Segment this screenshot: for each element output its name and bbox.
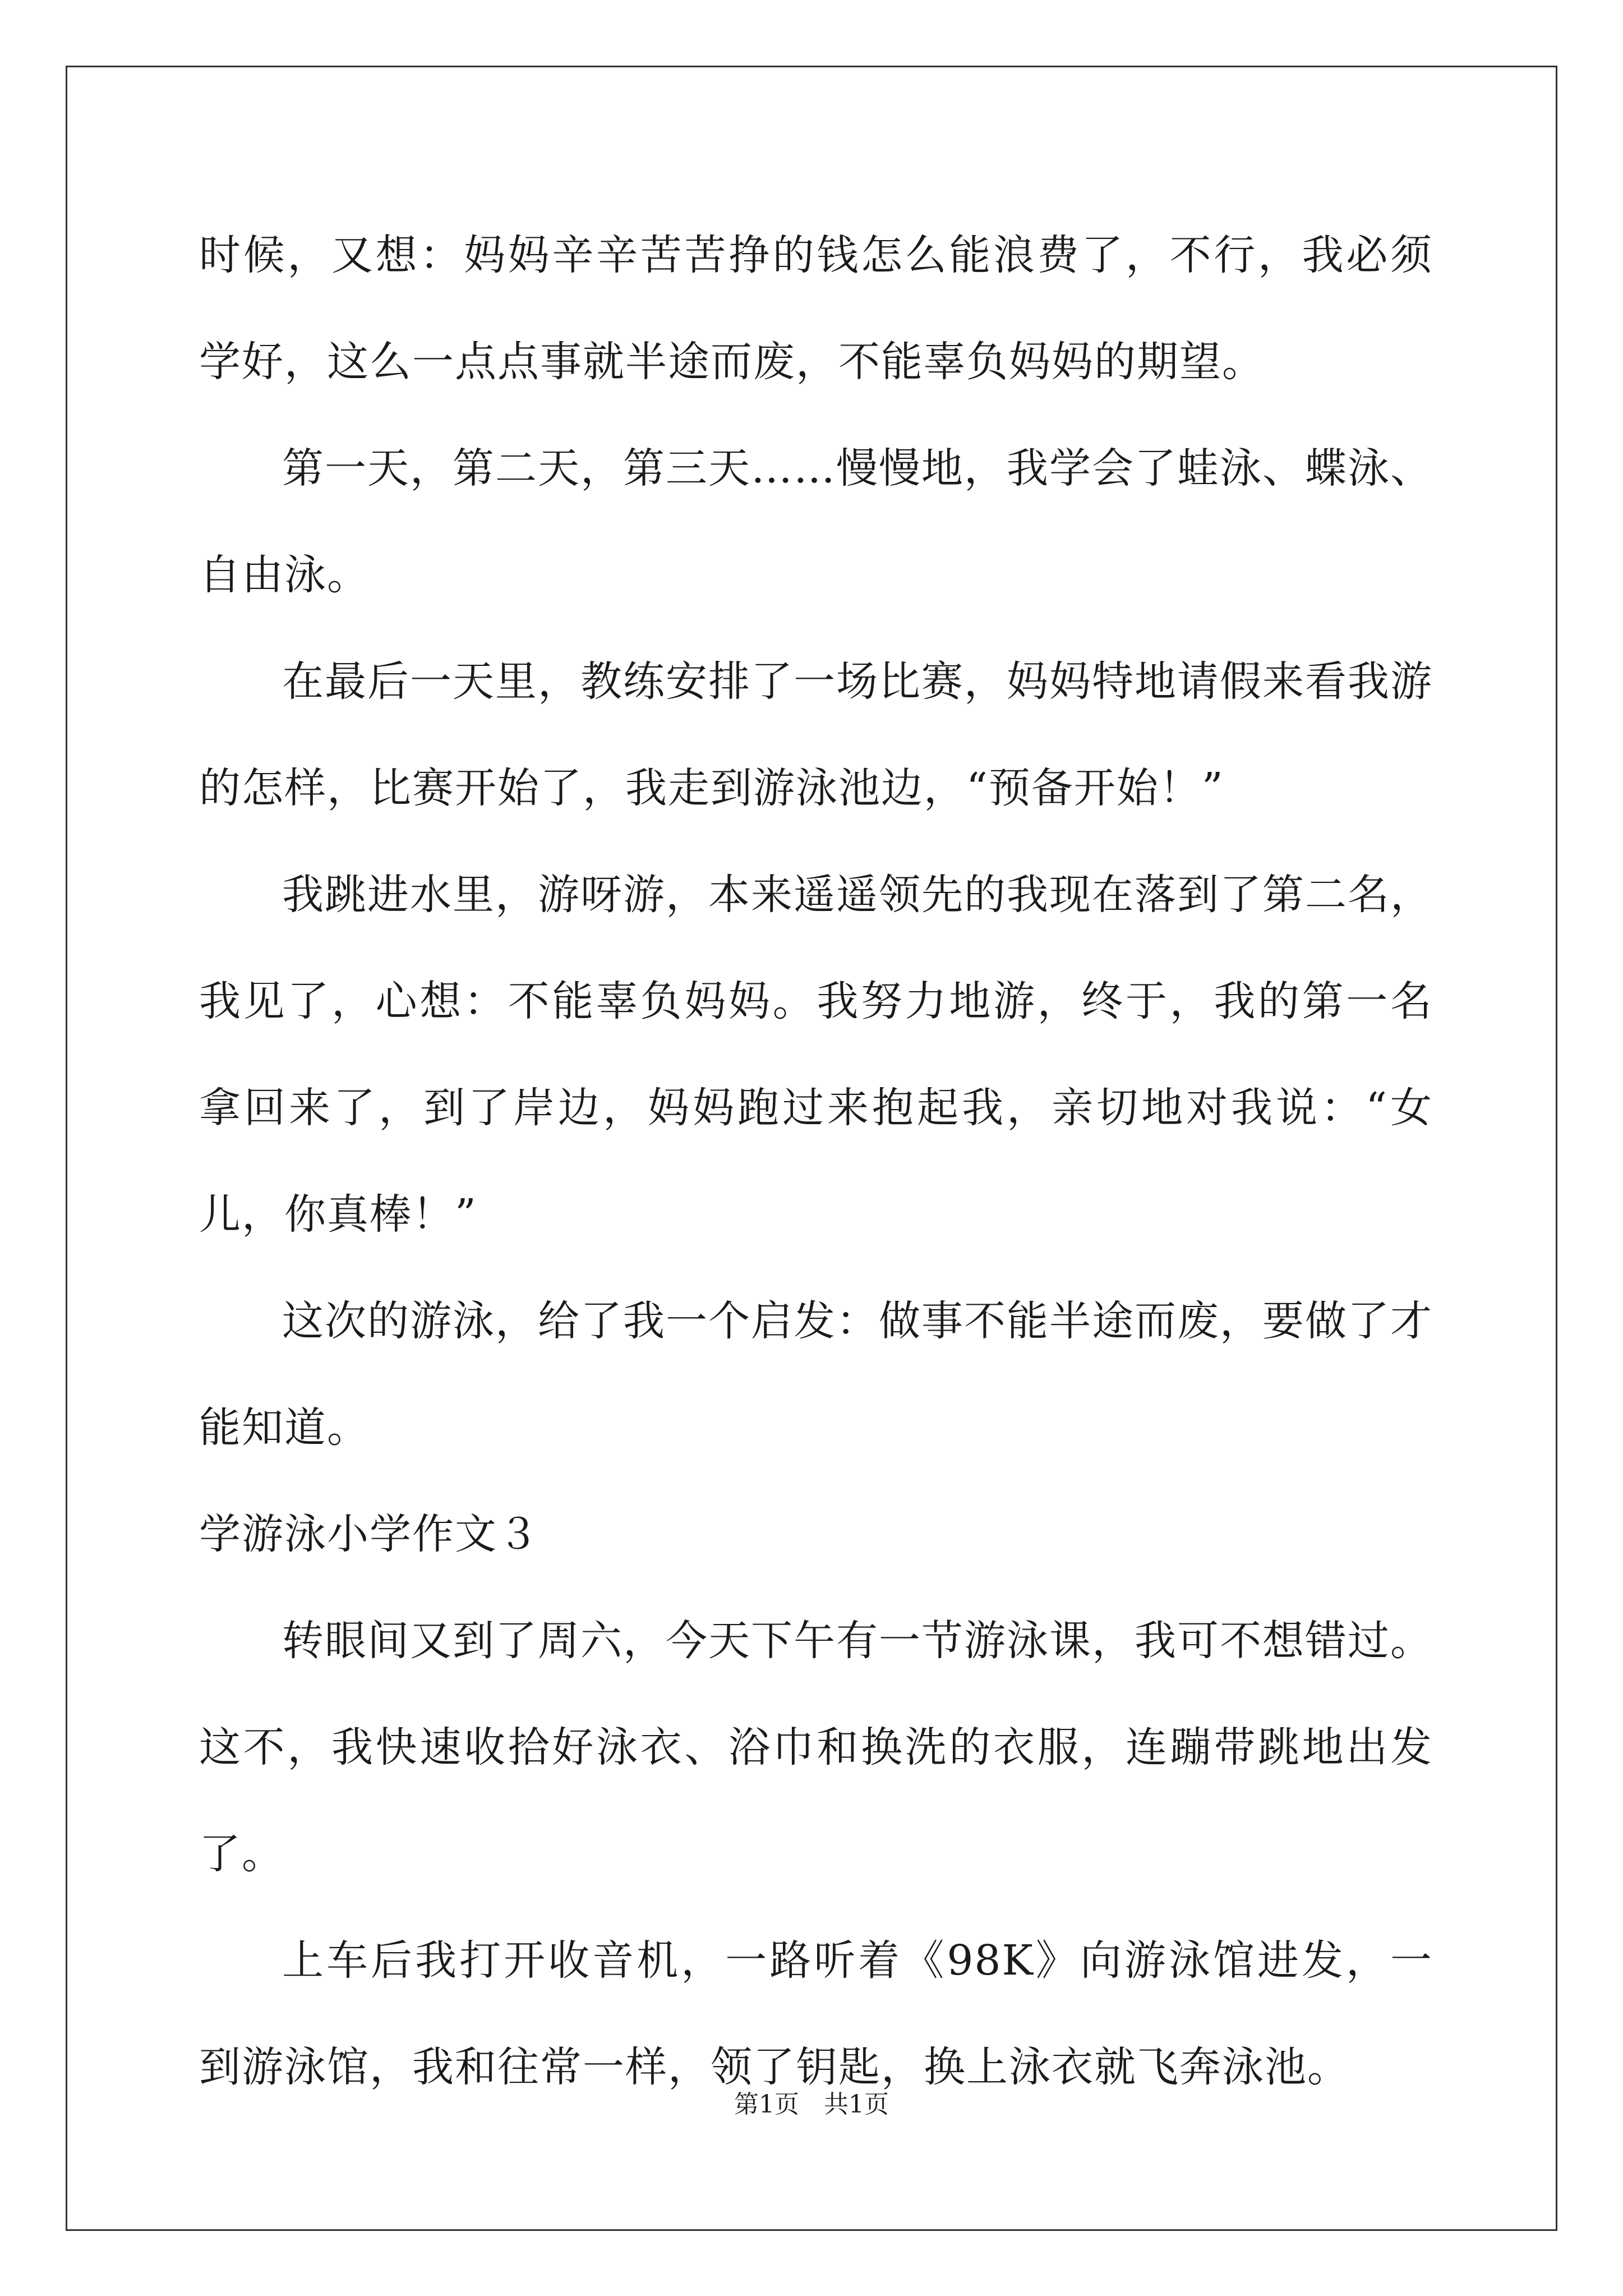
page-footer: 第1页 共1页 <box>734 2090 889 2119</box>
paragraph-3: 在最后一天里，教练安排了一场比赛，妈妈特地请假来看我游的怎样，比赛开始了，我走到游泳池边，“预备开始！” <box>199 657 1433 812</box>
paragraph-2: 第一天，第二天，第三天……慢慢地，我学会了蛙泳、蝶泳、自由泳。 <box>199 444 1433 599</box>
paragraph-4: 我跳进水里，游呀游，本来遥遥领先的我现在落到了第二名，我见了，心想：不能辜负妈妈。我努力地游，终于，我的第一名拿回来了，到了岸边，妈妈跑过来抱起我，亲切地对我说：“女儿，你真棒！” <box>199 871 1433 1239</box>
section-heading: 学游泳小学作文３ <box>199 1510 540 1558</box>
paragraph-5: 这次的游泳，给了我一个启发：做事不能半途而废，要做了才能知道。 <box>199 1297 1433 1452</box>
section-paragraph-2: 上车后我打开收音机，一路听着《98K》向游泳馆进发，一到游泳馆，我和往常一样，领了钥匙，换上泳衣就飞奔泳池。 <box>199 1936 1433 2091</box>
document-body <box>199 202 1433 2120</box>
paragraph-1: 时候，又想：妈妈辛辛苦苦挣的钱怎么能浪费了，不行，我必须学好，这么一点点事就半途而废，不能辜负妈妈的期望。 <box>199 231 1433 386</box>
section-paragraph-1: 转眼间又到了周六，今天下午有一节游泳课，我可不想错过。这不，我快速收拾好泳衣、浴巾和换洗的衣服，连蹦带跳地出发了。 <box>199 1617 1433 1878</box>
